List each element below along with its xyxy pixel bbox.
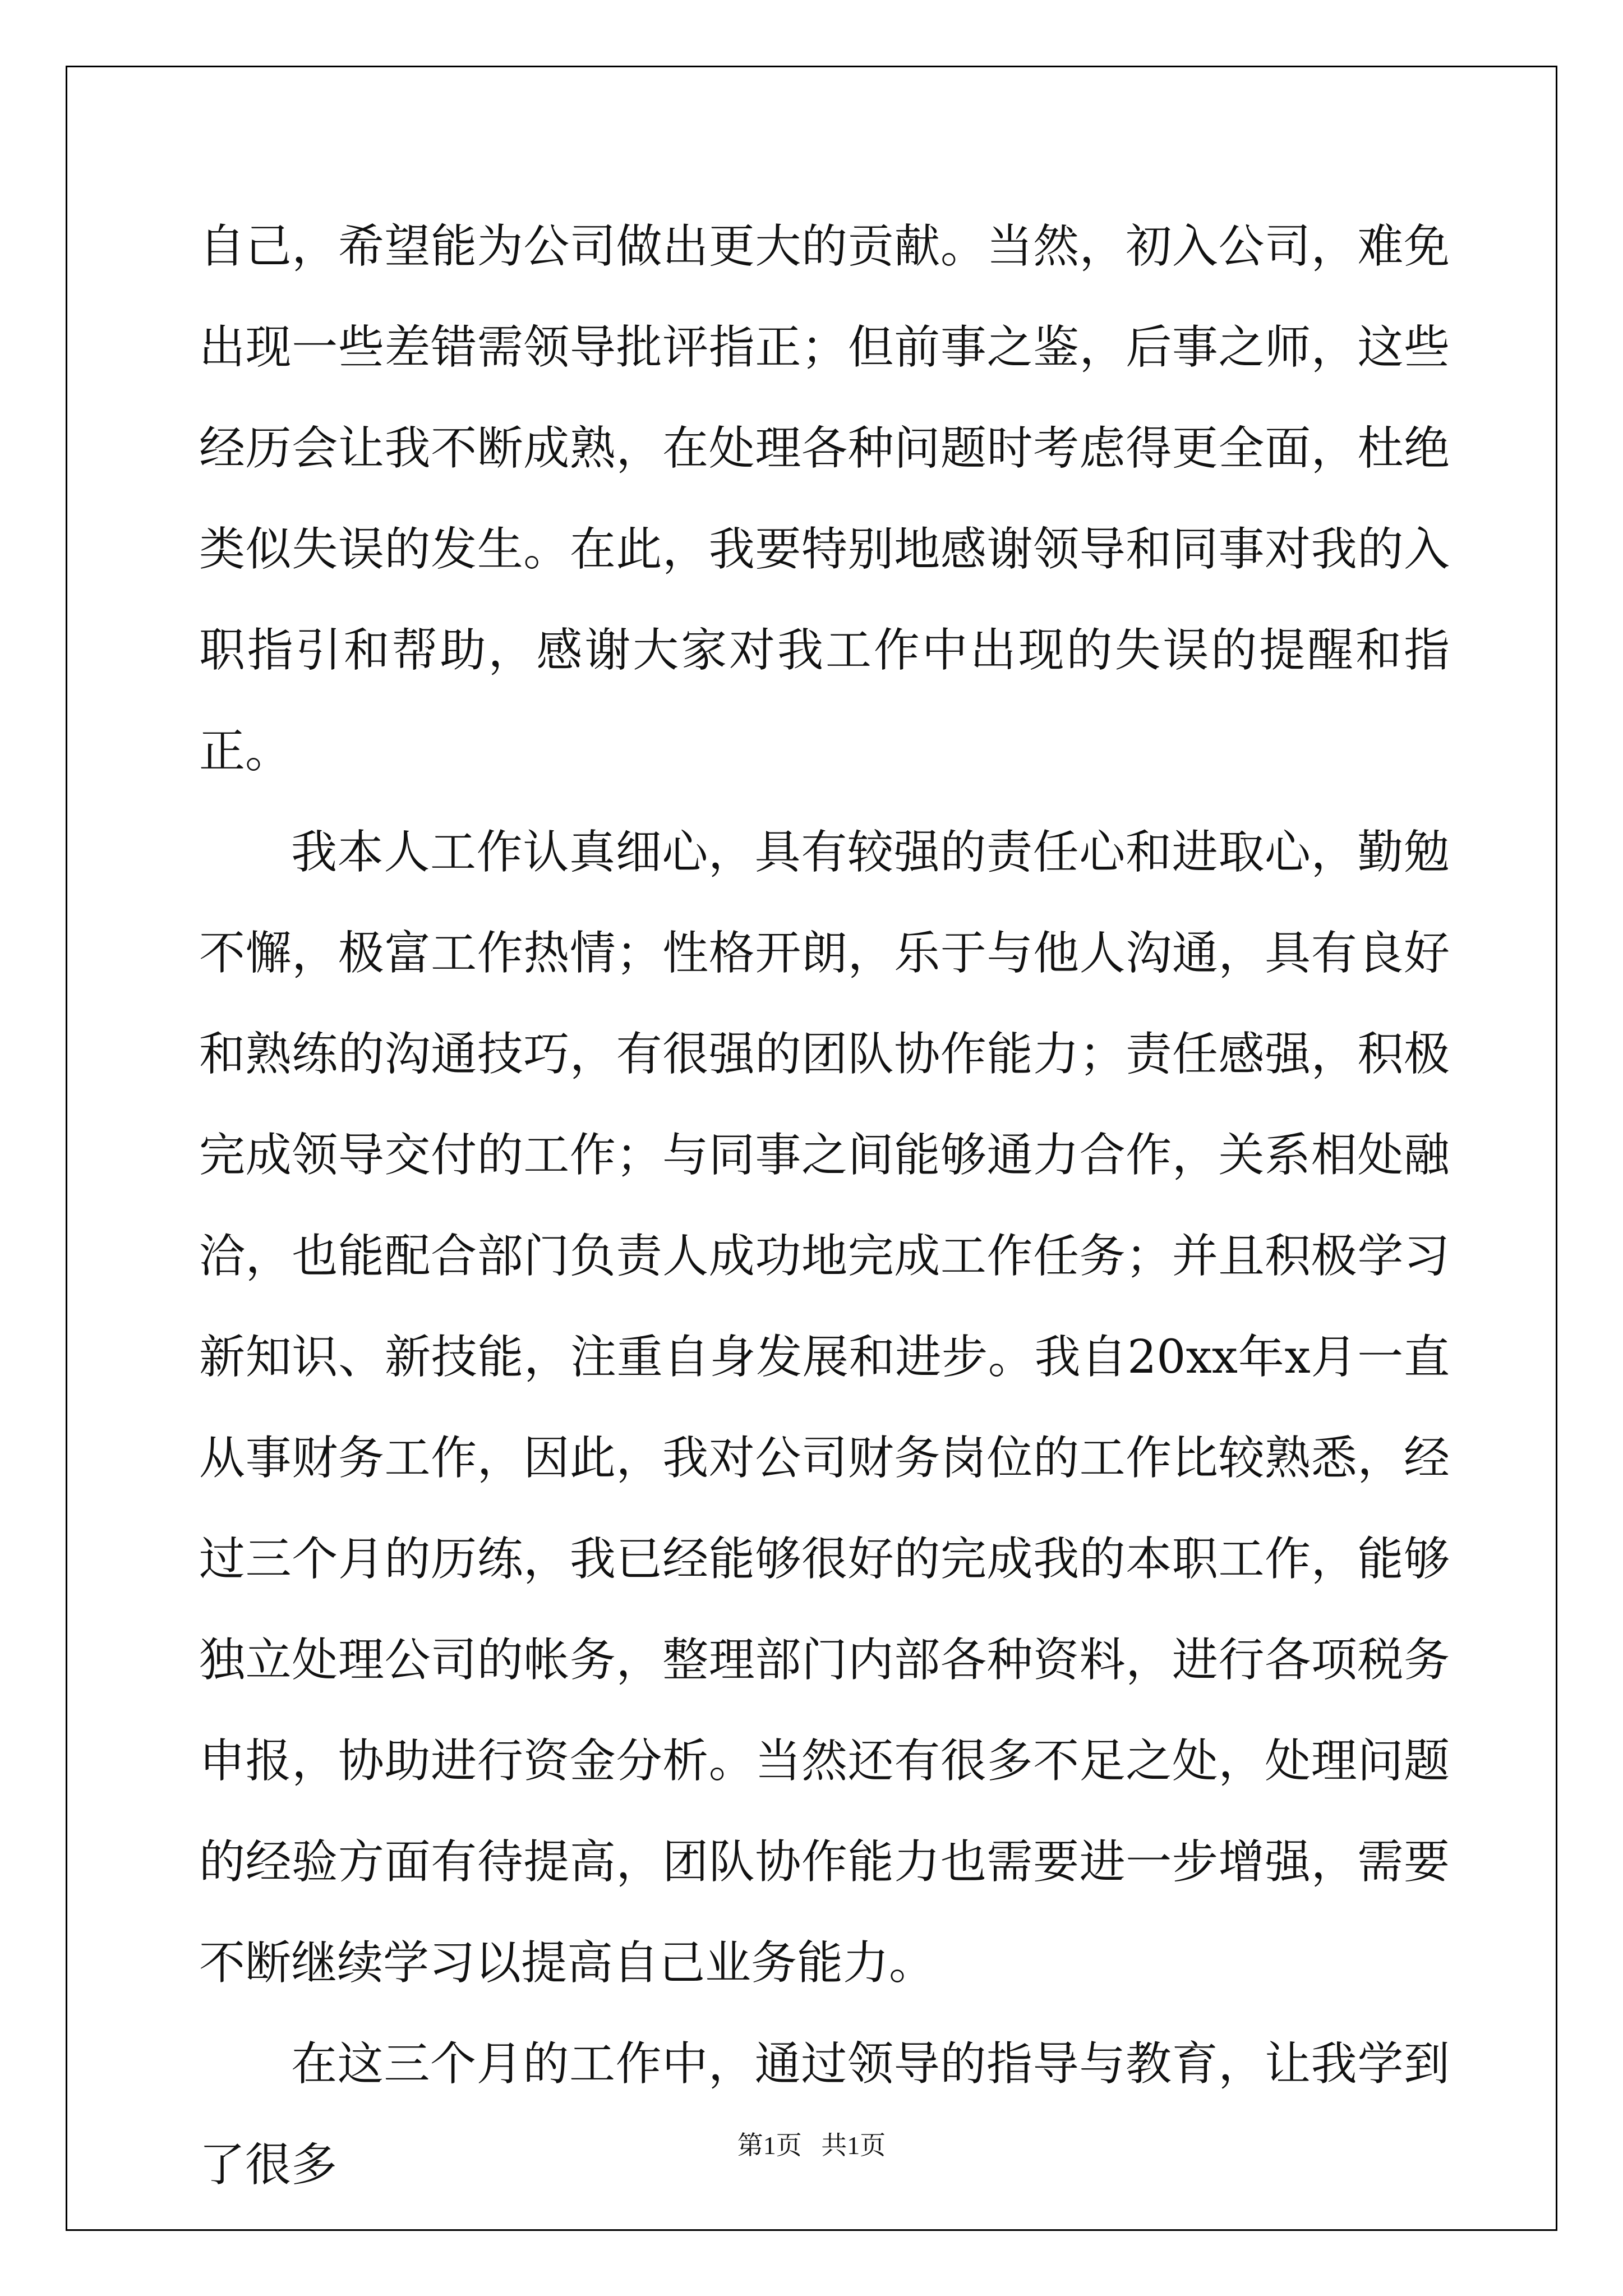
paragraph-3: 在这三个月的工作中，通过领导的指导与教育，让我学到了很多 [199, 2037, 1450, 2192]
paragraph-2: 我本人工作认真细心，具有较强的责任心和进取心，勤勉不懈，极富工作热情；性格开朗，乐于与他人沟通，具有良好和熟练的沟通技巧，有很强的团队协作能力；责任感强，积极完成领导交付的工作；与同事之间能够通力合作，关系相处融洽，也能配合部门负责人成功地完成工作任务；并且积极学习新知识、新技能，注重自身发展和进步。我自20xx年x月一直从事财务工作，因此，我对公司财务岗位的工作比较熟悉，经过三个月的历练，我已经能够很好的完成我的本职工作，能够独立处理公司的帐务，整理部门内部各种资料，进行各项税务申报，协助进行资金分析。当然还有很多不足之处，处理问题的经验方面有待提高，团队协作能力也需要进一步增强，需要不断继续学习以提高自己业务能力。 [199, 826, 1450, 1990]
paragraph-1: 自己，希望能为公司做出更大的贡献。当然，初入公司，难免出现一些差错需领导批评指正；但前事之鉴，后事之师，这些经历会让我不断成熟，在处理各种问题时考虑得更全面，杜绝类似失误的发生。在此，我要特别地感谢领导和同事对我的入职指引和帮助，感谢大家对我工作中出现的失误的提醒和指正。 [199, 220, 1450, 778]
page-footer: 第1页 共1页 [737, 2131, 886, 2160]
document-body [199, 196, 1450, 2216]
